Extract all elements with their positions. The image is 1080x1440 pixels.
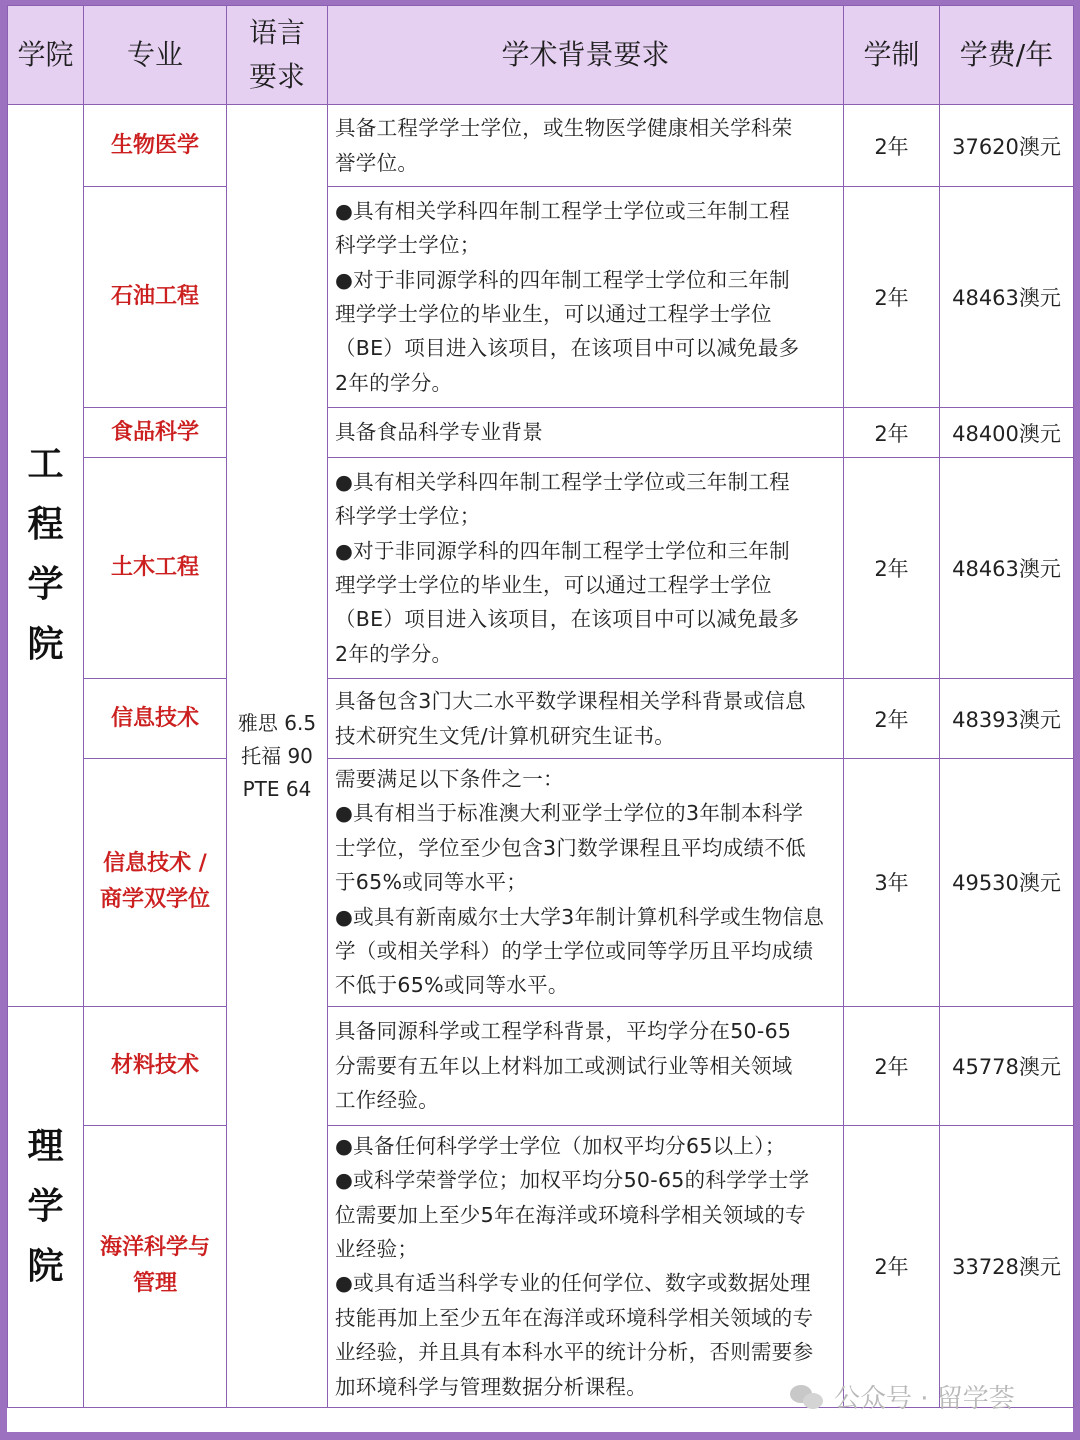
college-char: 程 bbox=[27, 504, 64, 546]
req-line: 加环境科学与管理数据分析课程。 bbox=[335, 1374, 647, 1399]
major-name: 石油工程 bbox=[84, 187, 227, 408]
req-line: 具备工程学学士学位，或生物医学健康相关学科荣 bbox=[335, 116, 793, 141]
req-line: ●对于非同源学科的四年制工程学士学位和三年制 bbox=[335, 538, 790, 563]
duration: 2年 bbox=[844, 679, 940, 759]
tuition-fee: 37620澳元 bbox=[940, 105, 1074, 187]
language-line: 托福 90 bbox=[241, 743, 313, 768]
req-line: ●具有相关学科四年制工程学士学位或三年制工程 bbox=[335, 198, 790, 223]
college-engineering bbox=[8, 105, 84, 1007]
major-line: 海洋科学与 bbox=[99, 1235, 210, 1261]
major-name bbox=[84, 1125, 227, 1407]
tuition-fee: 48463澳元 bbox=[940, 458, 1074, 679]
req-line: ●或具有适当科学专业的任何学位、数字或数据处理 bbox=[335, 1271, 811, 1296]
table-row bbox=[8, 408, 1074, 458]
req-line: 业经验，并且具有本科水平的统计分析，否则需要参 bbox=[335, 1340, 814, 1365]
tuition-fee: 45778澳元 bbox=[940, 1006, 1074, 1125]
table-row bbox=[8, 759, 1074, 1007]
major-name: 食品科学 bbox=[84, 408, 227, 458]
tuition-fee: 33728澳元 bbox=[940, 1125, 1074, 1407]
tuition-fee: 48400澳元 bbox=[940, 408, 1074, 458]
watermark-text: 公众号 · 留学荟 bbox=[834, 1384, 1015, 1414]
table-row bbox=[8, 105, 1074, 187]
academic-requirement bbox=[328, 1125, 844, 1407]
wechat-icon bbox=[790, 1383, 826, 1411]
req-line: 科学学士学位； bbox=[335, 233, 481, 258]
header-duration: 学制 bbox=[844, 6, 940, 105]
college-char: 工 bbox=[27, 444, 64, 486]
header-college: 学院 bbox=[8, 6, 84, 105]
req-line: 具备食品科学专业背景 bbox=[335, 420, 543, 445]
header-language bbox=[227, 6, 328, 105]
duration: 3年 bbox=[844, 759, 940, 1007]
req-line: 技术研究生文凭/计算机研究生证书。 bbox=[335, 723, 676, 748]
language-line: 雅思 6.5 bbox=[237, 710, 317, 735]
major-name: 生物医学 bbox=[84, 105, 227, 187]
tuition-fee: 48463澳元 bbox=[940, 187, 1074, 408]
major-line: 信息技术 / bbox=[103, 851, 207, 877]
college-char: 学 bbox=[27, 564, 64, 606]
req-line: 誉学位。 bbox=[335, 150, 419, 175]
header-language-line: 语言 bbox=[248, 16, 305, 49]
header-language-line: 要求 bbox=[248, 60, 305, 93]
header-academic: 学术背景要求 bbox=[328, 6, 844, 105]
college-char: 理 bbox=[27, 1125, 64, 1167]
major-line: 商学双学位 bbox=[99, 887, 210, 913]
header-fee: 学费/年 bbox=[940, 6, 1074, 105]
req-line: 理学学士学位的毕业生，可以通过工程学士学位 bbox=[335, 573, 772, 597]
academic-requirement bbox=[328, 105, 844, 187]
req-line: ●具备任何科学学士学位（加权平均分65以上）； bbox=[335, 1133, 786, 1158]
duration: 2年 bbox=[844, 408, 940, 458]
duration: 2年 bbox=[844, 1006, 940, 1125]
req-line: 2年的学分。 bbox=[335, 370, 453, 395]
table-row bbox=[8, 1125, 1074, 1407]
req-line: 位需要加上至少5年在海洋或环境科学相关领域的专 bbox=[335, 1202, 806, 1227]
language-requirement bbox=[227, 105, 328, 1408]
req-line: 理学学士学位的毕业生，可以通过工程学士学位 bbox=[335, 302, 772, 326]
major-line: 管理 bbox=[132, 1271, 177, 1297]
table-row bbox=[8, 458, 1074, 679]
tuition-fee: 48393澳元 bbox=[940, 679, 1074, 759]
req-line: 具备同源科学或工程学科背景，平均学分在50-65 bbox=[335, 1019, 792, 1044]
college-science bbox=[8, 1006, 84, 1407]
header-major: 专业 bbox=[84, 6, 227, 105]
req-line: 工作经验。 bbox=[335, 1088, 439, 1113]
academic-requirement bbox=[328, 408, 844, 458]
req-line: 具备包含3门大二水平数学课程相关学科背景或信息 bbox=[335, 689, 806, 714]
table-row bbox=[8, 187, 1074, 408]
req-line: 2年的学分。 bbox=[335, 641, 453, 666]
req-line: ●具有相当于标准澳大利亚学士学位的3年制本科学 bbox=[335, 801, 804, 826]
college-char: 学 bbox=[27, 1185, 64, 1227]
header-row bbox=[8, 6, 1074, 105]
table-row bbox=[8, 1006, 1074, 1125]
tuition-fee: 49530澳元 bbox=[940, 759, 1074, 1007]
req-line: 士学位，学位至少包含3门数学课程且平均成绩不低 bbox=[335, 835, 806, 860]
major-name: 土木工程 bbox=[84, 458, 227, 679]
req-line: （BE）项目进入该项目，在该项目中可以减免最多 bbox=[335, 336, 800, 361]
req-line: 分需要有五年以上材料加工或测试行业等相关领域 bbox=[335, 1053, 793, 1078]
duration: 2年 bbox=[844, 1125, 940, 1407]
req-line: 科学学士学位； bbox=[335, 504, 481, 529]
duration: 2年 bbox=[844, 105, 940, 187]
watermark bbox=[790, 1378, 1015, 1415]
duration: 2年 bbox=[844, 187, 940, 408]
academic-requirement bbox=[328, 1006, 844, 1125]
req-line: 技能再加上至少五年在海洋或环境科学相关领域的专 bbox=[335, 1305, 814, 1330]
major-name bbox=[84, 759, 227, 1007]
req-line: ●或具有新南威尔士大学3年制计算机科学或生物信息 bbox=[335, 904, 825, 929]
req-line: 不低于65%或同等水平。 bbox=[335, 973, 569, 998]
academic-requirement bbox=[328, 458, 844, 679]
academic-requirement bbox=[328, 679, 844, 759]
req-line: ●对于非同源学科的四年制工程学士学位和三年制 bbox=[335, 267, 790, 292]
req-line: 学（或相关学科）的学士学位或同等学历且平均成绩 bbox=[335, 939, 814, 964]
req-line: （BE）项目进入该项目，在该项目中可以减免最多 bbox=[335, 607, 800, 632]
major-name: 材料技术 bbox=[84, 1006, 227, 1125]
college-char: 院 bbox=[27, 624, 64, 666]
duration: 2年 bbox=[844, 458, 940, 679]
req-line: ●或科学荣誉学位；加权平均分50-65的科学学士学 bbox=[335, 1168, 810, 1193]
req-line: 需要满足以下条件之一： bbox=[335, 767, 564, 791]
program-table bbox=[7, 5, 1074, 1408]
academic-requirement bbox=[328, 759, 844, 1007]
language-line: PTE 64 bbox=[242, 776, 312, 801]
college-char: 院 bbox=[27, 1245, 64, 1287]
req-line: ●具有相关学科四年制工程学士学位或三年制工程 bbox=[335, 469, 790, 494]
req-line: 于65%或同等水平； bbox=[335, 870, 528, 895]
req-line: 业经验； bbox=[335, 1237, 419, 1262]
table-row bbox=[8, 679, 1074, 759]
academic-requirement bbox=[328, 187, 844, 408]
major-name: 信息技术 bbox=[84, 679, 227, 759]
